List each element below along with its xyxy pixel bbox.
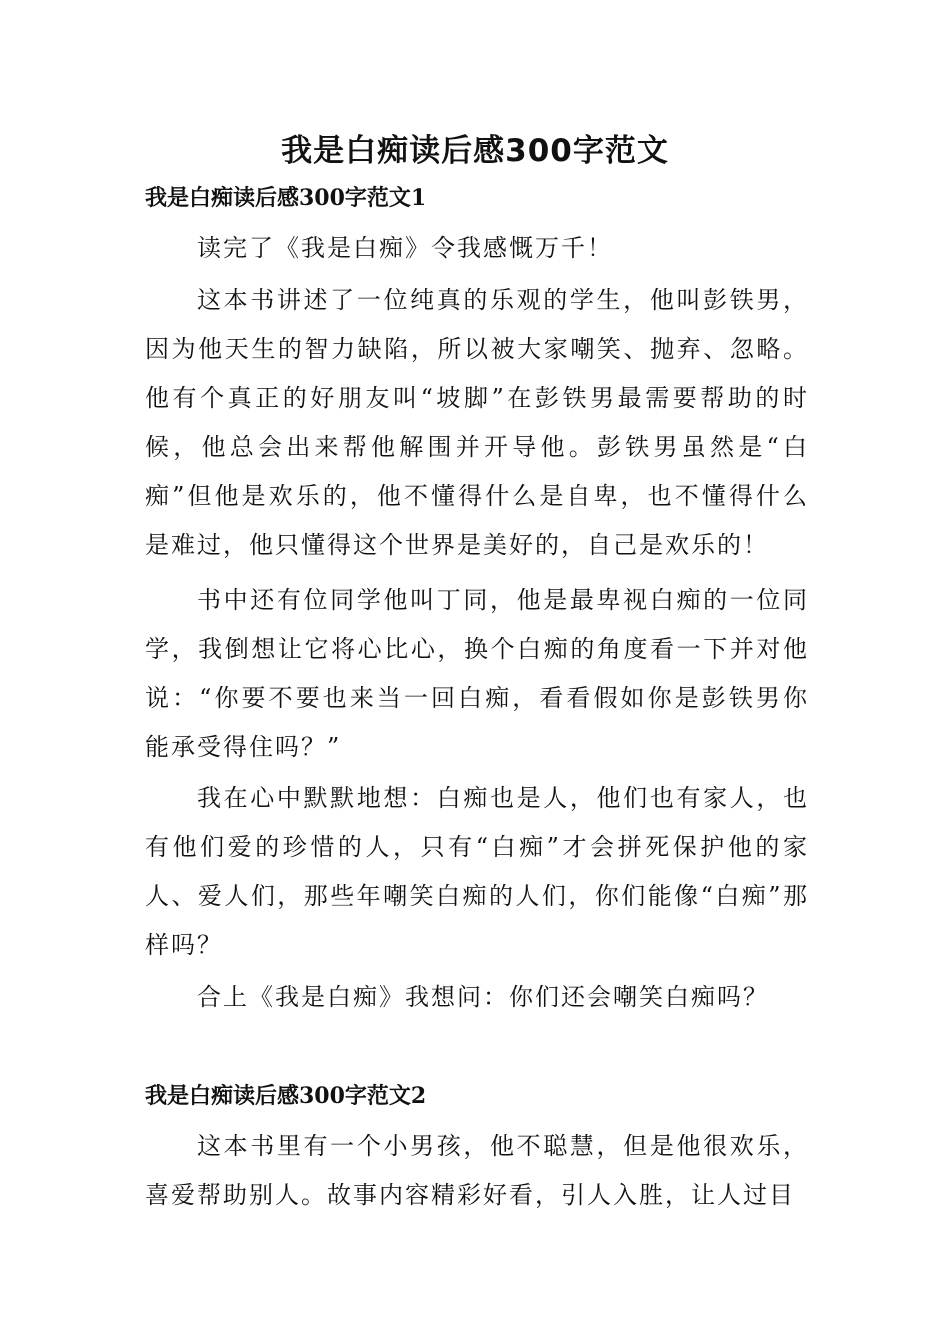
section-heading-2: 我是白痴读后感300字范文2 — [145, 1083, 427, 1109]
paragraph: 书中还有位同学他叫丁同，他是最卑视白痴的一位同学，我倒想让它将心比心，换个白痴的角度看一下并对他说：“你要不要也来当一回白痴，看看假如你是彭铁男你能承受得住吗？” — [145, 586, 809, 761]
paragraph: 我在心中默默地想：白痴也是人，他们也有家人，也有他们爱的珍惜的人，只有“白痴”才会拼死保护他的家人、爱人们，那些年嘲笑白痴的人们，你们能像“白痴”那样吗？ — [145, 784, 809, 959]
section-heading-1: 我是白痴读后感300字范文1 — [145, 185, 427, 211]
document-title: 我是白痴读后感300字范文 — [281, 133, 669, 169]
paragraph: 读完了《我是白痴》令我感慨万千！ — [197, 234, 613, 262]
paragraph: 这本书里有一个小男孩，他不聪慧，但是他很欢乐，喜爱帮助别人。故事内容精彩好看，引人入胜，让人过目 — [145, 1132, 809, 1209]
paragraph: 这本书讲述了一位纯真的乐观的学生，他叫彭铁男，因为他天生的智力缺陷，所以被大家嘲笑、抛弃、忽略。他有个真正的好朋友叫“坡脚”在彭铁男最需要帮助的时候，他总会出来帮他解围并开导他。彭铁男虽然是“白痴”但他是欢乐的，他不懂得什么是自卑，也不懂得什么是难过，他只懂得这个世界是美好的，自己是欢乐的！ — [145, 286, 809, 559]
paragraph: 合上《我是白痴》我想问：你们还会嘲笑白痴吗？ — [197, 983, 769, 1011]
